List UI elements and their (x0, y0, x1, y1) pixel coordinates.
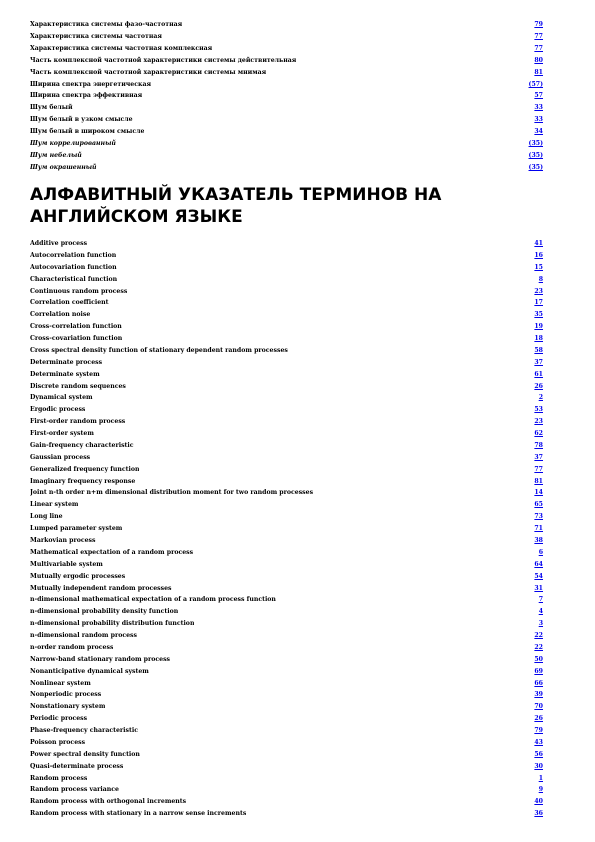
page-link[interactable]: 16 (534, 251, 543, 259)
index-term: Шум небелый (30, 151, 82, 159)
index-entry (30, 31, 543, 42)
index-term: Ширина спектра энергетическая (30, 80, 152, 88)
index-entry (30, 737, 543, 748)
index-term: Часть комплексной частотной характеристики системы действительная (30, 56, 297, 64)
index-term: First-order random process (30, 418, 126, 426)
index-entry (30, 19, 543, 30)
index-entry (30, 511, 543, 522)
index-entry (30, 357, 543, 368)
index-entry (30, 416, 543, 427)
index-entry (30, 345, 543, 356)
page-link[interactable]: 15 (534, 263, 543, 271)
page-link[interactable]: 40 (534, 798, 543, 806)
page-link[interactable]: 43 (534, 738, 543, 746)
index-entry (30, 606, 543, 617)
index-term: First-order system (30, 430, 94, 438)
index-term: Multivariable system (30, 560, 103, 568)
index-term: Характеристика системы частотная комплексная (30, 44, 213, 52)
page-link[interactable]: 79 (534, 727, 543, 735)
page-link[interactable]: 61 (534, 370, 543, 378)
index-term: Nonanticipative dynamical system (30, 667, 149, 675)
index-term: Additive process (30, 240, 88, 247)
index-term: Lumped parameter system (30, 525, 123, 533)
index-entry (30, 428, 543, 439)
index-entry (30, 689, 543, 700)
page-link[interactable]: 62 (534, 430, 543, 438)
index-term: Correlation coefficient (30, 299, 109, 307)
index-entry (30, 666, 543, 677)
page-link[interactable]: (57) (528, 80, 543, 88)
page-link[interactable]: 36 (534, 810, 543, 818)
index-term: Шум белый в широком смысле (30, 128, 145, 136)
index-entry (30, 126, 543, 137)
index-entry (30, 749, 543, 760)
index-entry (30, 773, 543, 784)
page-link[interactable]: 2 (538, 394, 543, 402)
page-link[interactable]: 39 (534, 691, 543, 699)
page-link[interactable]: 77 (534, 44, 543, 52)
index-entry (30, 102, 543, 113)
index-entry (30, 559, 543, 570)
index-entry (30, 90, 543, 101)
index-term: Nonlinear system (30, 679, 91, 687)
page-link[interactable]: 70 (534, 703, 543, 711)
page-link[interactable]: 58 (534, 346, 543, 354)
page-link[interactable]: 64 (534, 560, 543, 568)
page-link[interactable]: 30 (534, 762, 543, 770)
page-link[interactable]: 14 (534, 489, 543, 497)
index-term: Generalized frequency function (30, 465, 140, 473)
index-entry (30, 630, 543, 641)
index-entry (30, 55, 543, 66)
index-entry (30, 274, 543, 285)
index-entry (30, 761, 543, 772)
index-term: Imaginary frequency response (30, 477, 136, 485)
page-link[interactable]: 7 (538, 596, 543, 604)
index-term: Quasi-determinate process (30, 762, 124, 770)
page-link[interactable]: 26 (534, 715, 543, 723)
page-link[interactable]: 35 (534, 311, 543, 319)
index-entry (30, 79, 543, 90)
index-term: Random process with stationary in a narrow sense increments (30, 810, 247, 818)
index-term: Linear system (30, 501, 79, 509)
index-entry (30, 701, 543, 712)
index-term: Gain-frequency characteristic (30, 441, 134, 449)
index-term: Joint n-th order n+m dimensional distribution moment for two random processes (30, 489, 314, 497)
index-term: Mathematical expectation of a random process (30, 548, 194, 556)
page-link[interactable]: 18 (534, 335, 543, 343)
index-entry (30, 392, 543, 403)
page-link[interactable]: 9 (538, 786, 543, 794)
page-link[interactable]: 50 (534, 655, 543, 663)
page-link[interactable]: 33 (534, 116, 543, 124)
index-term: Ergodic process (30, 406, 86, 414)
index-term: n-dimensional mathematical expectation of a random process function (30, 596, 276, 604)
index-entry (30, 138, 543, 149)
page-link[interactable]: 81 (534, 68, 543, 76)
index-entry (30, 238, 543, 249)
page-link[interactable]: 3 (538, 620, 543, 628)
index-entry (30, 464, 543, 475)
index-entry (30, 381, 543, 392)
page-link[interactable]: 26 (534, 382, 543, 390)
index-term: Характеристика системы частотная (30, 32, 162, 40)
page-link[interactable]: 17 (534, 299, 543, 307)
index-term: Power spectral density function (30, 750, 140, 758)
index-entry (30, 487, 543, 498)
page-link[interactable]: 57 (534, 92, 543, 100)
index-term: n-dimensional probability distribution function (30, 620, 195, 628)
page-link[interactable]: 66 (534, 679, 543, 687)
page-link[interactable]: 38 (534, 537, 543, 544)
index-term: Шум белый (30, 104, 73, 112)
index-entry (30, 642, 543, 653)
index-term: Correlation noise (30, 311, 91, 319)
index-term: Discrete random sequences (30, 382, 126, 390)
page-link[interactable]: 1 (538, 774, 543, 782)
index-entry (30, 250, 543, 261)
index-term: Часть комплексной частотной характеристики системы мнимая (30, 68, 267, 76)
index-entry (30, 654, 543, 665)
index-term: Determinate process (30, 358, 103, 366)
index-entry (30, 67, 543, 78)
page-link[interactable]: 53 (534, 406, 543, 414)
index-term: Ширина спектра эффективная (30, 92, 143, 100)
index-term: Шум окрашенный (30, 163, 97, 171)
index-term: Long line (30, 513, 63, 521)
page-link[interactable]: 78 (534, 441, 543, 449)
index-entry (30, 583, 543, 594)
page-link[interactable]: 73 (534, 513, 543, 521)
index-term: Determinate system (30, 370, 100, 378)
index-entry (30, 114, 543, 125)
page-link[interactable]: 56 (534, 750, 543, 758)
index-entry (30, 404, 543, 415)
index-entry (30, 440, 543, 451)
page-link[interactable]: 33 (534, 104, 543, 112)
page-link[interactable]: 37 (534, 358, 543, 366)
page-link[interactable]: 23 (534, 287, 543, 295)
index-term: Characteristical function (30, 275, 118, 283)
page-link[interactable]: 4 (538, 608, 543, 616)
index-term: n-dimensional probability density function (30, 608, 179, 616)
page-link[interactable]: 77 (534, 32, 543, 40)
index-entry (30, 286, 543, 297)
index-term: Mutually ergodic processes (30, 572, 126, 580)
page-link[interactable]: 71 (534, 525, 543, 533)
index-term: Cross-covariation function (30, 335, 123, 343)
index-entry (30, 725, 543, 736)
page-link[interactable]: 34 (534, 128, 543, 136)
index-term: Narrow-band stationary random process (30, 655, 171, 663)
page-link[interactable]: 54 (534, 572, 543, 580)
index-term: Cross-correlation function (30, 323, 122, 331)
index-entry (30, 523, 543, 534)
index-term: Шум белый в узком смысле (30, 116, 133, 124)
index-entry (30, 547, 543, 558)
index-entry (30, 369, 543, 380)
index-term: n-order random process (30, 643, 114, 651)
index-entry (30, 162, 543, 173)
index-term: Random process variance (30, 786, 119, 794)
page-link[interactable]: 69 (534, 667, 543, 675)
page-link[interactable]: 81 (534, 477, 543, 485)
index-term: Nonstationary system (30, 703, 106, 711)
index-entry (30, 796, 543, 807)
index-term: Continuous random process (30, 287, 128, 295)
index-entry (30, 476, 543, 487)
page-link[interactable]: 19 (534, 323, 543, 331)
page-link[interactable]: 23 (534, 418, 543, 426)
index-term: Periodic process (30, 715, 88, 723)
index-entry (30, 713, 543, 724)
index-entry (30, 43, 543, 54)
page-link[interactable]: 22 (534, 643, 543, 651)
index-entry (30, 678, 543, 689)
page-link[interactable]: 8 (538, 275, 543, 283)
index-entry (30, 321, 543, 332)
index-entry (30, 571, 543, 582)
page-link[interactable]: 80 (534, 56, 543, 64)
index-entry (30, 297, 543, 308)
section-heading: АЛФАВИТНЫЙ УКАЗАТЕЛЬ ТЕРМИНОВ НА АНГЛИЙСКОМ ЯЗЫКЕ (30, 185, 442, 227)
index-term: Random process (30, 774, 88, 782)
page-link[interactable]: 31 (534, 584, 543, 592)
index-entry (30, 309, 543, 320)
index-term: Gaussian process (30, 453, 91, 461)
index-term: Dynamical system (30, 394, 93, 402)
index-term: Phase-frequency characteristic (30, 727, 138, 735)
page-link[interactable]: (35) (528, 140, 543, 147)
index-entry (30, 150, 543, 161)
index-term: Nonperiodic process (30, 691, 102, 699)
index-entry (30, 535, 543, 546)
index-term: Poisson process (30, 738, 86, 746)
index-term: Характеристика системы фазо-частотная (30, 21, 183, 28)
index-term: Шум коррелированный (30, 140, 116, 147)
page-link[interactable]: 65 (534, 501, 543, 509)
page-link[interactable]: 6 (538, 548, 543, 556)
index-term: Cross spectral density function of stationary dependent random processes (30, 346, 288, 354)
index-entry (30, 499, 543, 510)
page-link[interactable]: (35) (528, 151, 543, 159)
index-entry (30, 333, 543, 344)
page-link[interactable]: 37 (534, 453, 543, 461)
page-link[interactable]: 22 (534, 632, 543, 640)
index-entry (30, 262, 543, 273)
page-link[interactable]: 77 (534, 465, 543, 473)
index-term: Markovian process (30, 537, 96, 544)
page-link[interactable]: (35) (528, 163, 543, 171)
page-link[interactable]: 41 (534, 240, 543, 247)
index-term: Random process with orthogonal increments (30, 798, 187, 806)
page-link[interactable]: 79 (534, 21, 543, 28)
index-entry (30, 594, 543, 605)
index-entry (30, 784, 543, 795)
index-entry (30, 452, 543, 463)
index-term: n-dimensional random process (30, 632, 138, 640)
index-term: Autocovariation function (30, 263, 117, 271)
index-entry (30, 618, 543, 629)
index-entry (30, 808, 543, 819)
index-term: Autocorrelation function (30, 251, 117, 259)
index-term: Mutually independent random processes (30, 584, 172, 592)
